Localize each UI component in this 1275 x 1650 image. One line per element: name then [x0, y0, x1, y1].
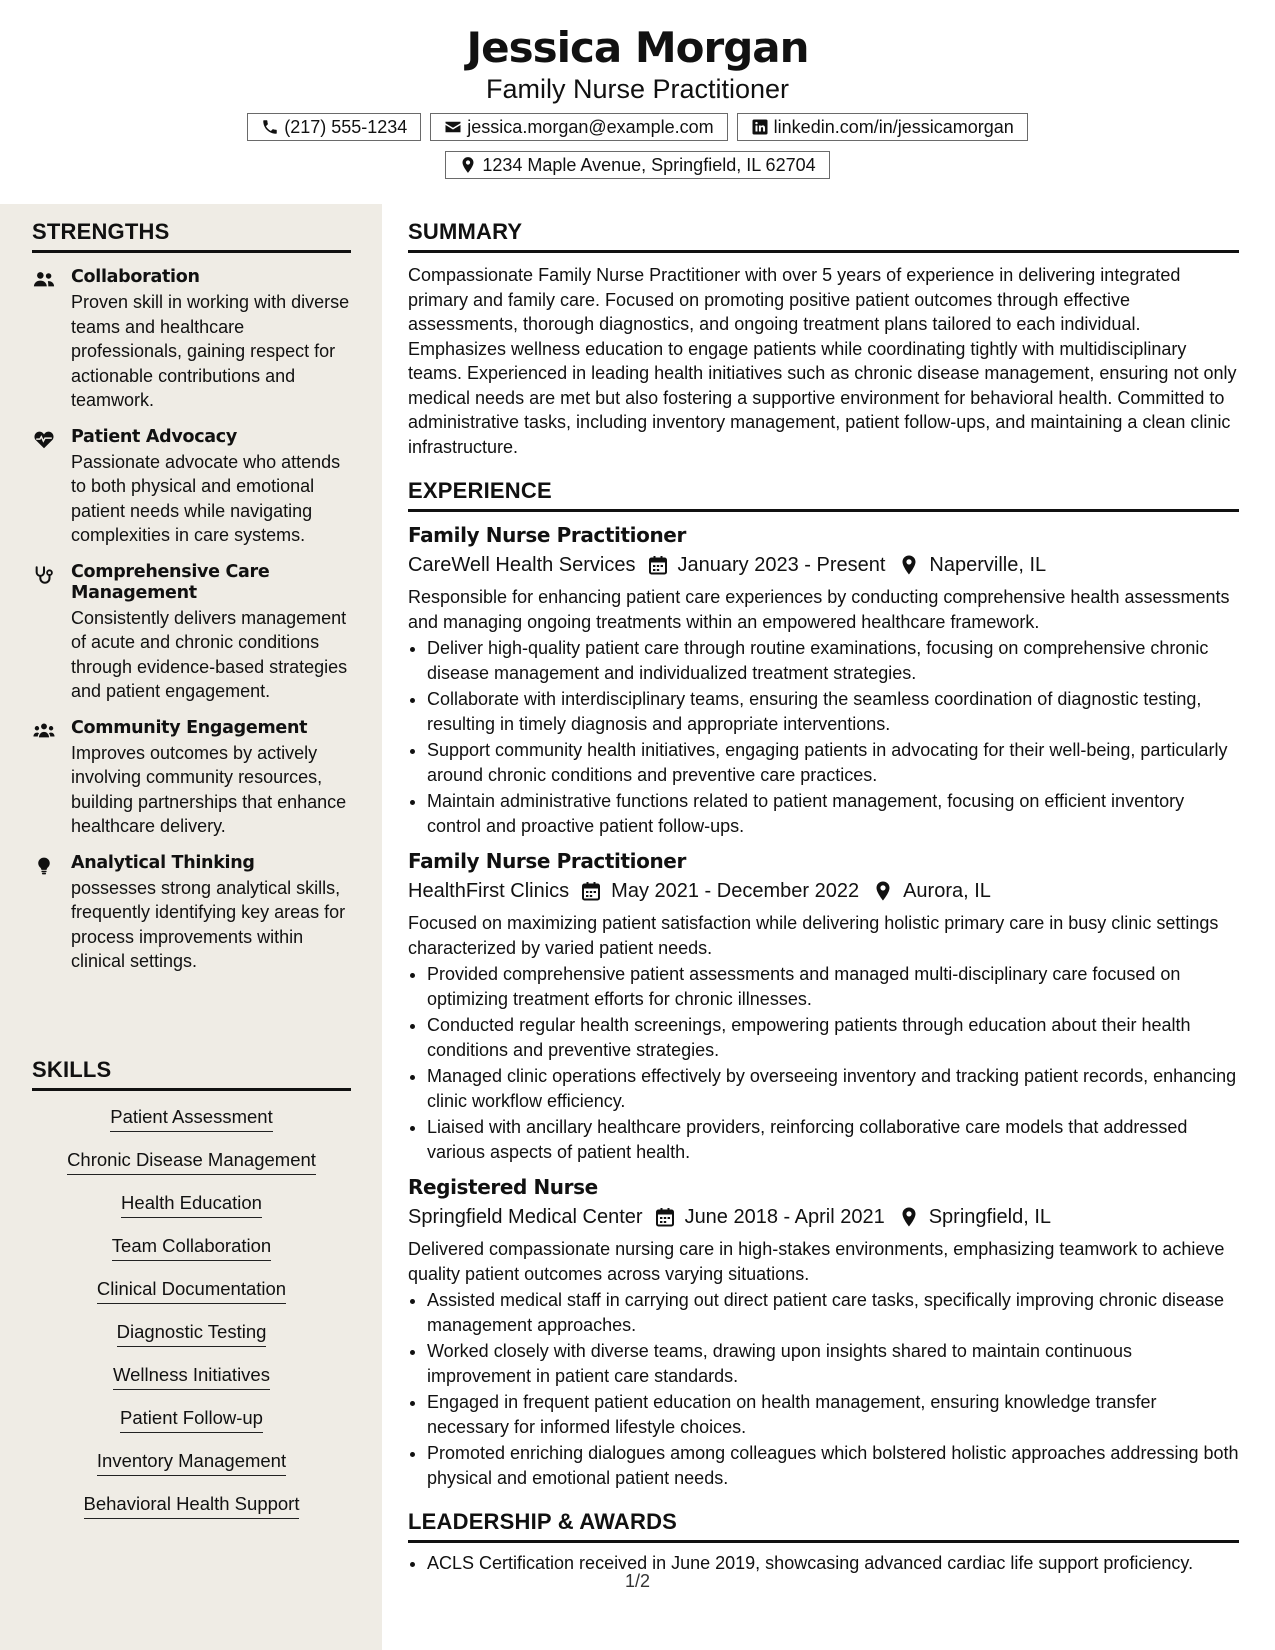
job-bullets: [408, 1288, 1239, 1490]
strengths-section: [32, 218, 351, 974]
skill-tag: Inventory Management: [97, 1449, 286, 1476]
skill-list: [32, 1105, 351, 1519]
summary-section: [408, 218, 1239, 459]
job-location: Aurora, IL: [903, 880, 991, 902]
phone-icon: [261, 118, 279, 136]
page-number: 1/2: [624, 1571, 651, 1591]
bullet-item: • Managed clinic operations effectively by overseeing inventory and tracking patient records, enhancing clinic workflow efficiency.: [427, 1064, 1239, 1113]
address-contact: [445, 151, 829, 179]
calendar-icon: [655, 1207, 675, 1227]
bullet-item: • Maintain administrative functions related to patient management, focusing on efficient inventory control and proactive patient follow-ups.: [427, 789, 1239, 838]
candidate-name: Jessica Morgan: [466, 23, 809, 72]
job-meta: [408, 877, 1239, 905]
bullet-item: • Liaised with ancillary healthcare providers, reinforcing collaborative care models that addressed various aspects of patient health.: [427, 1115, 1239, 1164]
strength-title: Community Engagement: [71, 717, 308, 738]
skill-tag: Diagnostic Testing: [117, 1320, 267, 1347]
job-meta: [408, 1203, 1239, 1231]
company-name: CareWell Health Services: [408, 554, 636, 576]
strength-desc: Improves outcomes by actively involving community resources, building partnerships that enhance healthcare delivery.: [71, 742, 347, 836]
job-dates: January 2023 - Present: [677, 554, 886, 576]
map-pin-icon: [873, 881, 893, 901]
job-dates: May 2021 - December 2022: [611, 880, 860, 902]
bullet-item: • Assisted medical staff in carrying out direct patient care tasks, specifically improving chronic disease management approaches.: [427, 1288, 1239, 1337]
linkedin-icon: [751, 118, 769, 136]
strength-item: [32, 427, 351, 548]
job-title: Family Nurse Practitioner: [408, 523, 686, 547]
company-name: Springfield Medical Center: [408, 1206, 643, 1228]
award-item: • ACLS Certification received in June 2019, showcasing advanced cardiac life support proficiency.: [427, 1551, 1239, 1576]
contact-row: [0, 151, 1275, 179]
stethoscope-icon: [33, 565, 55, 585]
sidebar: [0, 204, 382, 1650]
job-location: Naperville, IL: [929, 554, 1047, 576]
strength-desc: possesses strong analytical skills, frequently identifying key areas for process improvements within clinical settings.: [71, 877, 346, 971]
skill-tag: Patient Follow-up: [120, 1406, 263, 1433]
calendar-icon: [648, 555, 668, 575]
summary-heading: SUMMARY: [408, 218, 1239, 253]
skills-heading: SKILLS: [32, 1056, 351, 1091]
email-text: jessica.morgan@example.com: [467, 116, 714, 137]
skill-tag: Chronic Disease Management: [67, 1148, 316, 1175]
phone-contact[interactable]: [247, 113, 421, 141]
calendar-icon: [581, 881, 601, 901]
job-title: Family Nurse Practitioner: [408, 849, 686, 873]
map-pin-icon: [459, 156, 477, 174]
job-entry: [408, 848, 1239, 1164]
candidate-title: Family Nurse Practitioner: [485, 74, 790, 104]
experience-section: [408, 477, 1239, 1490]
contact-row: [0, 113, 1275, 141]
skill-tag: Clinical Documentation: [97, 1277, 286, 1304]
strength-title: Analytical Thinking: [71, 852, 255, 873]
linkedin-contact[interactable]: [737, 113, 1028, 141]
job-location: Springfield, IL: [928, 1206, 1052, 1228]
lightbulb-icon: [33, 856, 55, 876]
envelope-icon: [444, 118, 462, 136]
phone-text: (217) 555-1234: [284, 116, 408, 137]
strength-desc: Consistently delivers management of acute and chronic conditions through evidence-based strategies and patient engagement.: [71, 607, 348, 701]
strength-title: Comprehensive Care Management: [71, 561, 270, 603]
job-meta: [408, 551, 1239, 579]
strength-title: Patient Advocacy: [71, 426, 237, 447]
job-bullets: [408, 636, 1239, 838]
skill-tag: Health Education: [121, 1191, 262, 1218]
summary-text: Compassionate Family Nurse Practitioner with over 5 years of experience in delivering integrated primary and family care. Focused on promoting positive patient outcomes through effective assessments, thorough diagnostics, and ongoing treatment plans tailored to each individual. Emphasizes wellness education to engage patients while coordinating tightly with multidisciplinary teams. Experienced in leading health initiatives such as chronic disease management, ensuring not only medical needs are met but also fostering a supportive environment for behavioral health. Committed to administrative tasks, including inventory management, patient follow-ups, and maintaining a clean clinic infrastructure.: [408, 265, 1237, 457]
strength-title: Collaboration: [71, 267, 200, 287]
strength-item: [32, 853, 351, 974]
bullet-item: • Conducted regular health screenings, empowering patients through education about their health conditions and preventive strategies.: [427, 1013, 1239, 1062]
bullet-item: • Provided comprehensive patient assessments and managed multi-disciplinary care focused on optimizing treatment efforts for chronic illnesses.: [427, 962, 1239, 1011]
people-group-icon: [33, 721, 55, 741]
strength-desc: Passionate advocate who attends to both physical and emotional patient needs while navigating complexities in care systems.: [71, 451, 341, 545]
strength-item: [32, 562, 351, 704]
awards-heading: LEADERSHIP & AWARDS: [408, 1508, 1239, 1543]
email-contact[interactable]: [430, 113, 727, 141]
strength-item: [32, 718, 351, 839]
skill-tag: Behavioral Health Support: [84, 1492, 300, 1519]
bullet-item: • Deliver high-quality patient care through routine examinations, focusing on comprehensive chronic disease management and individualized treatment strategies.: [427, 636, 1239, 685]
users-icon: [33, 270, 55, 290]
skill-tag: Patient Assessment: [110, 1105, 272, 1132]
job-description: Focused on maximizing patient satisfaction while delivering holistic primary care in busy clinic settings characterized by varied patient needs.: [408, 913, 1219, 958]
strength-desc: Proven skill in working with diverse teams and healthcare professionals, gaining respect for actionable contributions and teamwork.: [71, 292, 350, 410]
job-entry: [408, 1174, 1239, 1490]
resume-header: [0, 0, 1275, 204]
job-description: Responsible for enhancing patient care experiences by conducting comprehensive health assessments and managing ongoing treatments within an empowered healthcare framework.: [408, 587, 1230, 632]
skill-tag: Team Collaboration: [112, 1234, 271, 1261]
address-text: 1234 Maple Avenue, Springfield, IL 62704: [482, 154, 816, 175]
skill-tag: Wellness Initiatives: [113, 1363, 270, 1390]
bullet-item: • Collaborate with interdisciplinary teams, ensuring the seamless coordination of diagnostic testing, resulting in timely diagnosis and appropriate interventions.: [427, 687, 1239, 736]
skills-section: [32, 1056, 351, 1519]
job-dates: June 2018 - April 2021: [684, 1206, 885, 1228]
bullet-item: • Promoted enriching dialogues among colleagues which bolstered holistic approaches addressing both physical and emotional patient needs.: [427, 1441, 1239, 1490]
bullet-item: • Worked closely with diverse teams, drawing upon insights shared to maintain continuous improvement in patient care standards.: [427, 1339, 1239, 1388]
strengths-heading: STRENGTHS: [32, 218, 351, 253]
linkedin-text: linkedin.com/in/jessicamorgan: [773, 116, 1014, 137]
map-pin-icon: [899, 1207, 919, 1227]
job-title: Registered Nurse: [408, 1175, 598, 1199]
heart-pulse-icon: [33, 430, 55, 450]
bullet-item: • Support community health initiatives, engaging patients in advocating for their well-being, particularly around chronic conditions and preventive care practices.: [427, 738, 1239, 787]
map-pin-icon: [899, 555, 919, 575]
job-bullets: [408, 962, 1239, 1164]
strength-item: [32, 267, 351, 413]
company-name: HealthFirst Clinics: [408, 880, 570, 902]
job-description: Delivered compassionate nursing care in high-stakes environments, emphasizing teamwork to achieve quality patient outcomes across varying situations.: [408, 1239, 1225, 1284]
awards-section: [408, 1508, 1239, 1576]
experience-heading: EXPERIENCE: [408, 477, 1239, 512]
job-entry: [408, 522, 1239, 838]
bullet-item: • Engaged in frequent patient education on health management, ensuring knowledge transfer necessary for informed lifestyle choices.: [427, 1390, 1239, 1439]
main-content: [408, 218, 1239, 1578]
